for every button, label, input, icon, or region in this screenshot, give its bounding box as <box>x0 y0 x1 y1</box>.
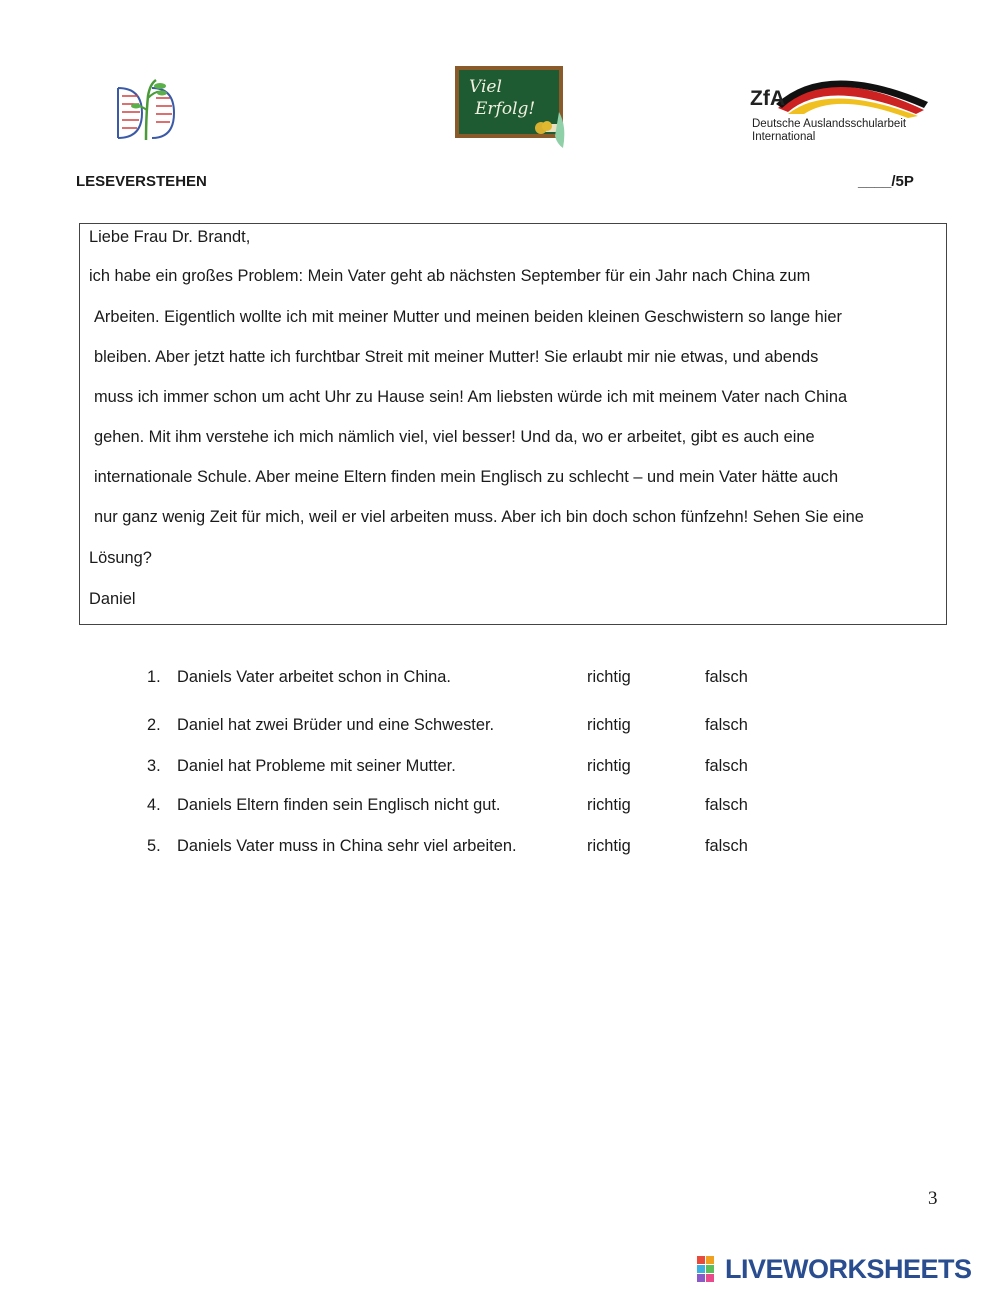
answer-falsch-option[interactable]: falsch <box>705 716 748 734</box>
zfa-abbrev: ZfA <box>750 87 785 110</box>
letter-line: Lösung? <box>89 549 152 567</box>
question-number: 3. <box>147 757 161 775</box>
zfa-name-line1: Deutsche Auslandsschularbeit <box>752 118 907 130</box>
viel-erfolg-chalkboard-logo <box>455 66 577 154</box>
letter-line: Liebe Frau Dr. Brandt, <box>89 228 251 246</box>
letter-line: internationale Schule. Aber meine Eltern finden mein Englisch zu schlecht – und mein Vater hätte auch <box>94 468 839 486</box>
section-title: LESEVERSTEHEN <box>76 173 207 190</box>
question-number: 1. <box>147 668 161 686</box>
answer-falsch-option[interactable]: falsch <box>705 796 748 814</box>
question-text: Daniels Vater arbeitet schon in China. <box>177 668 451 686</box>
dsd-logo <box>112 76 186 146</box>
liveworksheets-brand[interactable] <box>697 1255 997 1285</box>
letter-line: Arbeiten. Eigentlich wollte ich mit meiner Mutter und meinen beiden kleinen Geschwistern so lange hier <box>94 308 842 326</box>
letter-line: gehen. Mit ihm verstehe ich mich nämlich viel, viel besser! Und da, wo er arbeitet, gibt es auch eine <box>94 428 815 446</box>
question-number: 4. <box>147 796 161 814</box>
answer-falsch-option[interactable]: falsch <box>705 757 748 775</box>
zfa-logo <box>748 74 930 148</box>
letter-line: bleiben. Aber jetzt hatte ich furchtbar Streit mit meiner Mutter! Sie erlaubt mir nie etwas, und abends <box>94 348 819 366</box>
answer-richtig-option[interactable]: richtig <box>587 668 631 686</box>
letter-line: Daniel <box>89 590 136 608</box>
board-text-line2: Erfolg! <box>475 99 536 119</box>
question-text: Daniel hat Probleme mit seiner Mutter. <box>177 757 456 775</box>
board-text-line1: Viel <box>469 77 502 97</box>
answer-richtig-option[interactable]: richtig <box>587 837 631 855</box>
question-text: Daniels Eltern finden sein Englisch nicht gut. <box>177 796 501 814</box>
question-text: Daniels Vater muss in China sehr viel arbeiten. <box>177 837 517 855</box>
letter-line: nur ganz wenig Zeit für mich, weil er viel arbeiten muss. Aber ich bin doch schon fünfzehn! Sehen Sie eine <box>94 508 864 526</box>
liveworksheets-wordmark: LIVEWORKSHEETS <box>725 1254 972 1284</box>
page-number: 3 <box>928 1188 938 1209</box>
answer-falsch-option[interactable]: falsch <box>705 837 748 855</box>
answer-falsch-option[interactable]: falsch <box>705 668 748 686</box>
question-number: 2. <box>147 716 161 734</box>
score-field: ____/5P <box>858 173 914 190</box>
answer-richtig-option[interactable]: richtig <box>587 796 631 814</box>
letter-line: muss ich immer schon um acht Uhr zu Hause sein! Am liebsten würde ich mit meinem Vater nach China <box>94 388 848 406</box>
answer-richtig-option[interactable]: richtig <box>587 716 631 734</box>
letter-box <box>79 223 947 625</box>
answer-richtig-option[interactable]: richtig <box>587 757 631 775</box>
letter-line: ich habe ein großes Problem: Mein Vater geht ab nächsten September für ein Jahr nach China zum <box>89 267 811 285</box>
question-text: Daniel hat zwei Brüder und eine Schwester. <box>177 716 495 734</box>
question-number: 5. <box>147 837 161 855</box>
zfa-name-line2: International <box>752 131 816 143</box>
liveworksheets-logo-icon <box>697 1256 723 1284</box>
